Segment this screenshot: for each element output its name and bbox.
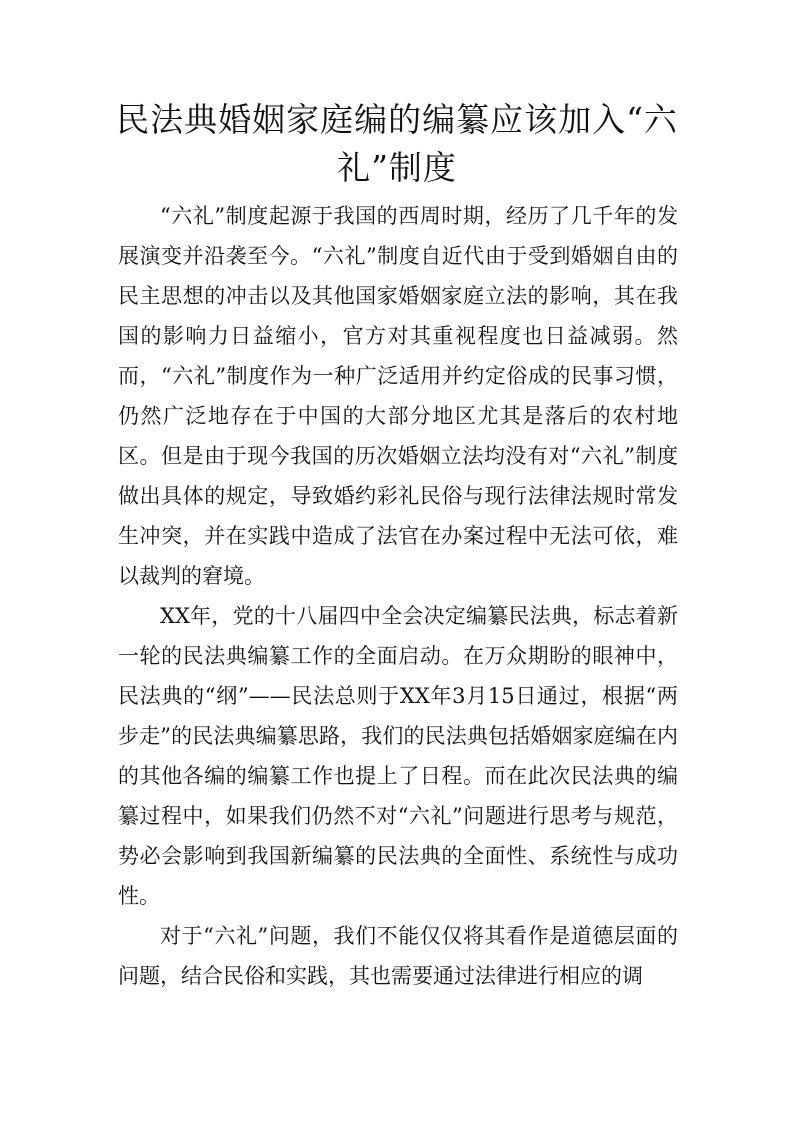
paragraph: XX年，党的十八届四中全会决定编纂民法典，标志着新一轮的民法典编纂工作的全面启动。在万众期盼的眼神中，民法典的“纲”——民法总则于XX年3月15日通过，根据“两步走”的民法典编纂思路，我们的民法典包括婚姻家庭编在内的其他各编的编纂工作也提上了日程。而在此次民法典的编纂过程中，如果我们仍然不对“六礼”问题进行思考与规范，势必会影响到我国新编纂的民法典的全面性、系统性与成功性。 [118,604,678,908]
paragraph: “六礼”制度起源于我国的西周时期，经历了几千年的发展演变并沿袭至今。“六礼”制度自近代由于受到婚姻自由的民主思想的冲击以及其他国家婚姻家庭立法的影响，其在我国的影响力日益缩小，官方对其重视程度也日益减弱。然而，“六礼”制度作为一种广泛适用并约定俗成的民事习惯，仍然广泛地存在于中国的大部分地区尤其是落后的农村地区。但是由于现今我国的历次婚姻立法均没有对“六礼”制度做出具体的规定，导致婚约彩礼民俗与现行法律法规时常发生冲突，并在实践中造成了法官在办案过程中无法可依，难以裁判的窘境。 [118,204,678,588]
document-body [118,196,678,996]
document-title: 民法典婚姻家庭编的编纂应该加入“六礼”制度 [116,100,678,187]
paragraph: 对于“六礼”问题，我们不能仅仅将其看作是道德层面的问题，结合民俗和实践，其也需要通过法律进行相应的调 [118,924,678,988]
